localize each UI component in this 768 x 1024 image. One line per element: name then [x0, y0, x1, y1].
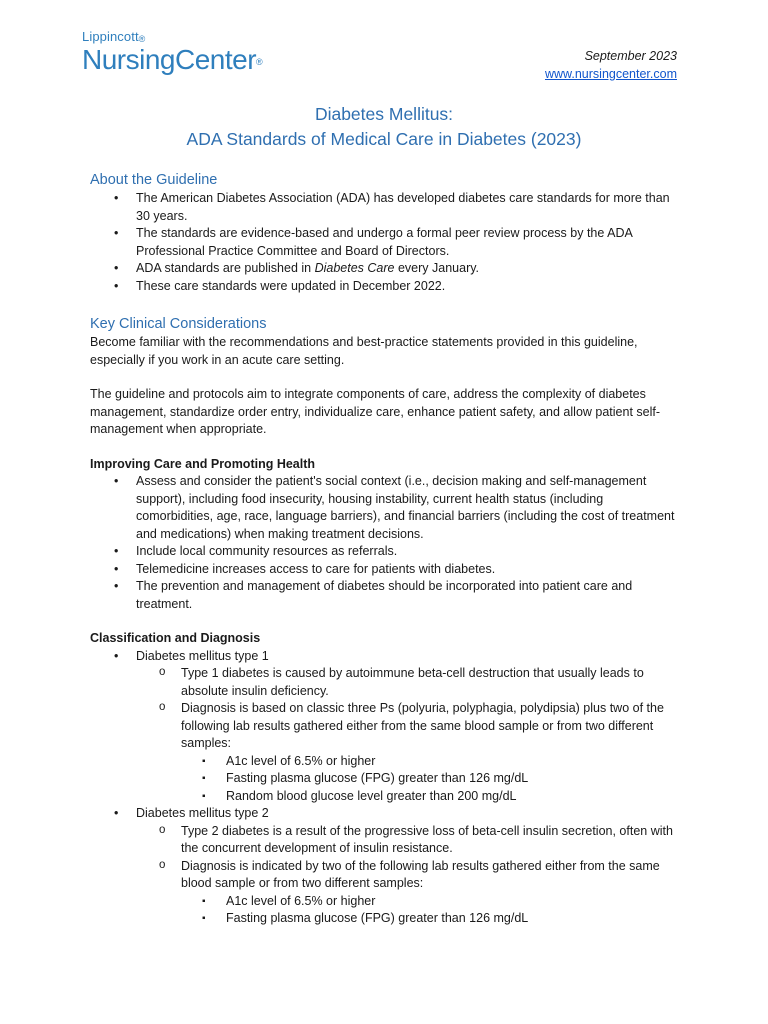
list-item: ▪ Fasting plasma glucose (FPG) greater than 126 mg/dL [181, 910, 680, 928]
subheading-classification: Classification and Diagnosis [90, 631, 261, 645]
type-1-details [136, 665, 680, 805]
list-item: • Assess and consider the patient's social context (i.e., decision making and self-management support), including food insecurity, housing instability, current health status (including comorbidities, age, race, language barriers), and financial barriers (including the cost of treatment and medications) when making treatment decisions. [90, 473, 680, 543]
classification-list [90, 648, 680, 928]
list-item: o Diagnosis is indicated by two of the following lab results gathered either from the same blood sample or from two different samples: ▪ A1c level of 6.5% or higher ▪ Fasting plasma glucose (FPG) greater than 126 mg/dL [136, 858, 680, 928]
subheading-improving-care: Improving Care and Promoting Health [90, 456, 316, 471]
logo-brand-line: Lippincott® [82, 29, 146, 44]
list-item: • The prevention and management of diabetes should be incorporated into patient care and treatment. [90, 578, 680, 613]
document-body [90, 170, 680, 928]
type-2-details [136, 823, 680, 928]
paragraph: Become familiar with the recommendations and best-practice statements provided in this guideline, especially if you work in an acute care setting. [90, 335, 638, 367]
website-link[interactable]: www.nursingcenter.com [544, 67, 677, 81]
logo-product-line: NursingCenter® [82, 44, 263, 75]
improving-list [90, 473, 680, 613]
list-item-type-2: • Diabetes mellitus type 2 o Type 2 diabetes is a result of the progressive loss of beta-cell insulin secretion, often with the concurrent development of insulin resistance. o Diagnosis is indicated by two of the following lab results gathered either from the same blood sample or from two different samples: ▪ A1c level of 6.5% or higher ▪ Fasting plasma glucose (FPG) greater than 126 mg/dL [90, 805, 680, 928]
list-item: o Type 1 diabetes is caused by autoimmune beta-cell destruction that usually leads to absolute insulin deficiency. [136, 665, 680, 700]
section-heading-about: About the Guideline [90, 172, 218, 188]
list-item: • ADA standards are published in Diabetes Care every January. [90, 260, 680, 278]
header-meta [545, 47, 677, 83]
list-item: o Type 2 diabetes is a result of the progressive loss of beta-cell insulin secretion, often with the concurrent development of insulin resistance. [136, 823, 680, 858]
list-item: ▪ A1c level of 6.5% or higher [181, 893, 680, 911]
list-item: • The American Diabetes Association (ADA) has developed diabetes care standards for more than 30 years. [90, 190, 680, 225]
type-1-lab-list [181, 753, 680, 806]
section-heading-key-considerations: Key Clinical Considerations [90, 316, 267, 332]
logo [82, 30, 262, 76]
title-line-2: ADA Standards of Medical Care in Diabetes (2023) [186, 129, 582, 149]
paragraph: The guideline and protocols aim to integrate components of care, address the complexity of diabetes management, standardize order entry, individualize care, enhance patient safety, and allow patient self-management when appropriate. [90, 387, 661, 436]
list-item: • The standards are evidence-based and undergo a formal peer review process by the ADA Professional Practice Committee and Board of Directors. [90, 225, 680, 260]
list-item: • These care standards were updated in December 2022. [90, 278, 680, 296]
publication-date: September 2023 [584, 49, 677, 63]
list-item: ▪ A1c level of 6.5% or higher [181, 753, 680, 771]
list-item: o Diagnosis is based on classic three Ps (polyuria, polyphagia, polydipsia) plus two of the following lab results gathered either from the same blood sample or from two different samples: ▪ A1c level of 6.5% or higher ▪ Fasting plasma glucose (FPG) greater than 126 mg/dL ▪ Random blood glucose level greater than 200 mg/dL [136, 700, 680, 805]
list-item: ▪ Random blood glucose level greater than 200 mg/dL [181, 788, 680, 806]
list-item: ▪ Fasting plasma glucose (FPG) greater than 126 mg/dL [181, 770, 680, 788]
list-item-type-1: • Diabetes mellitus type 1 o Type 1 diabetes is caused by autoimmune beta-cell destruction that usually leads to absolute insulin deficiency. o Diagnosis is based on classic three Ps (polyuria, polyphagia, polydipsia) plus two of the following lab results gathered either from the same blood sample or from two different samples: ▪ A1c level of 6.5% or higher ▪ Fasting plasma glucose (FPG) greater than 126 mg/dL ▪ Random blood glucose level greater than 200 mg/dL [90, 648, 680, 806]
title-line-1: Diabetes Mellitus: [314, 104, 454, 124]
about-list [90, 190, 680, 295]
type-2-lab-list [181, 893, 680, 928]
document-title [0, 102, 768, 152]
list-item: • Telemedicine increases access to care for patients with diabetes. [90, 561, 680, 579]
list-item: • Include local community resources as referrals. [90, 543, 680, 561]
